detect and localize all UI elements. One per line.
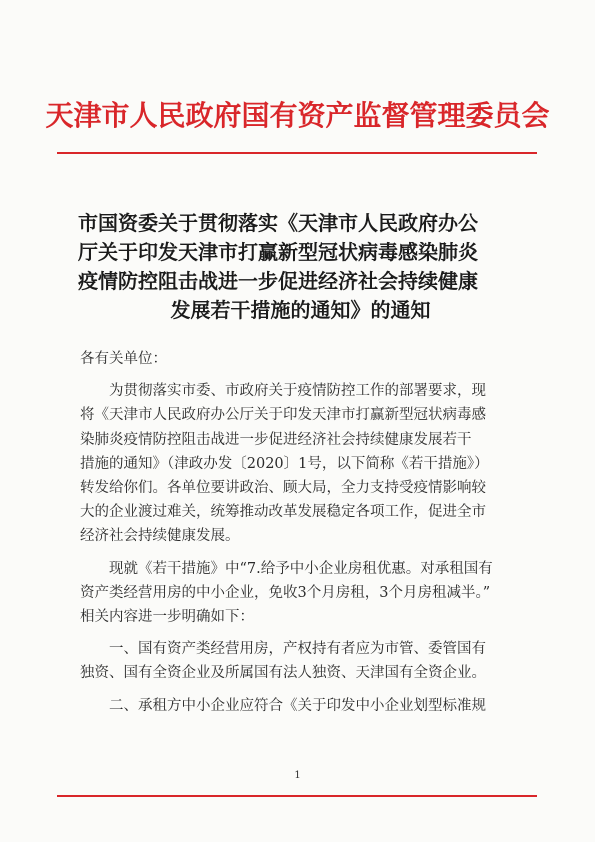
title-line: 厅关于印发天津市打赢新型冠状病毒感染肺炎: [78, 240, 478, 264]
paragraph-line: 相关内容进一步明确如下：: [80, 609, 254, 626]
title-line: 市国资委关于贯彻落实《天津市人民政府办公: [78, 211, 478, 235]
salutation: 各有关单位：: [80, 351, 167, 367]
paragraph-line: 将《天津市人民政府办公厅关于印发天津市打赢新型冠状病毒感: [80, 407, 486, 424]
paragraph-line: 转发给你们。各单位要讲政治、顾大局，全力支持受疫情影响较: [80, 480, 486, 497]
red-rule-top: [57, 152, 537, 154]
title-line: 发展若干措施的通知》的通知: [170, 298, 431, 322]
paragraph-line: 大的企业渡过难关，统筹推动改革发展稳定各项工作，促进全市: [80, 504, 486, 521]
list-item-line: 二、承租方中小企业应符合《关于印发中小企业划型标准规: [109, 697, 486, 714]
document-title: [78, 209, 523, 325]
title-line: 疫情防控阻击战进一步促进经济社会持续健康: [78, 269, 478, 293]
red-rule-bottom: [57, 795, 537, 797]
paragraph-line: 措施的通知》（津政办发〔2020〕1号，以下简称《若干措施》）: [80, 455, 489, 472]
list-item-line: 一、国有资产类经营用房，产权持有者应为市管、委管国有: [109, 641, 486, 658]
document-body: [80, 347, 524, 718]
org-header: 天津市人民政府国有资产监督管理委员会: [45, 99, 550, 132]
paragraph-line: 经济社会持续健康发展。: [80, 528, 240, 545]
paragraph-line: 染肺炎疫情防控阻击战进一步促进经济社会持续健康发展若干: [80, 431, 472, 448]
list-item-line: 独资、国有全资企业及所属国有法人独资、天津国有全资企业。: [80, 665, 486, 682]
paragraph-line: 资产类经营用房的中小企业，免收3个月房租，3个月房租减半。”: [80, 584, 491, 601]
page-number: 1: [294, 770, 301, 781]
paragraph-line: 现就《若干措施》中“7.给予中小企业房租优惠。对承租国有: [109, 560, 493, 577]
paragraph-line: 为贯彻落实市委、市政府关于疫情防控工作的部署要求，现: [109, 383, 486, 400]
